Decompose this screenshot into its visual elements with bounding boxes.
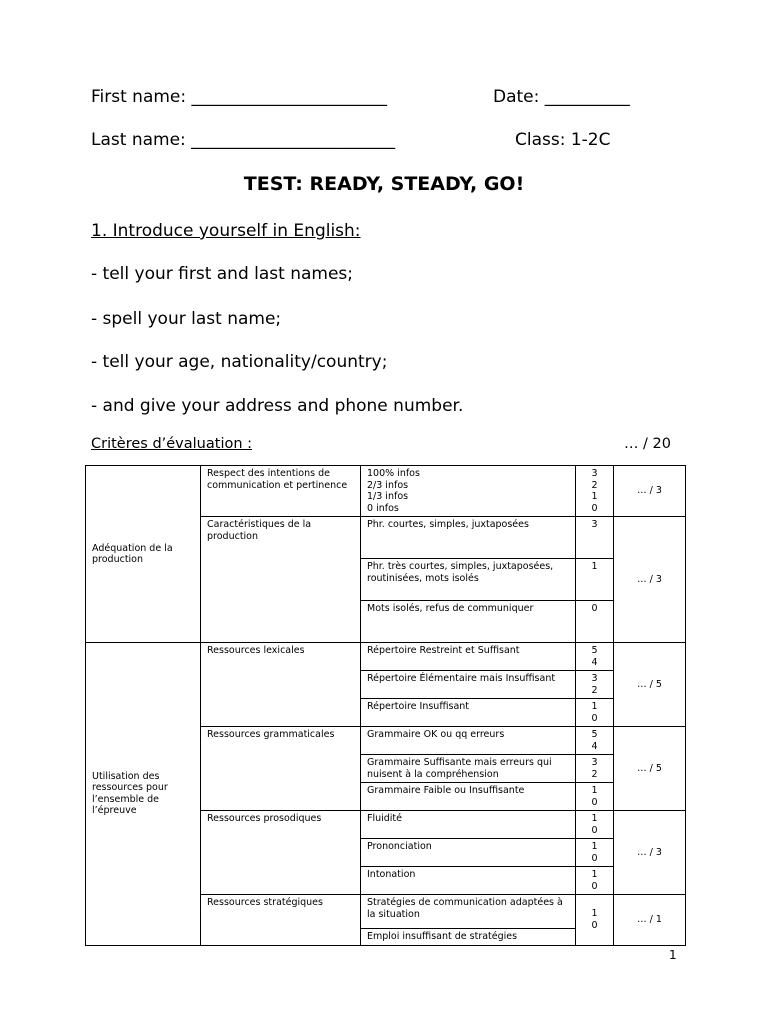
subtotal-cell: … / 3 [614, 517, 686, 643]
descriptor-cell: Grammaire Suffisante mais erreurs qui nuisent à la compréhension [361, 755, 576, 783]
descriptor-cell: Fluidité [361, 811, 576, 839]
descriptor-cell: Phr. courtes, simples, juxtaposées [361, 517, 576, 559]
instruction-item: - and give your address and phone number. [91, 396, 464, 416]
subtotal-cell: … / 3 [614, 466, 686, 517]
criteria-total: … / 20 [623, 436, 671, 452]
score-cell: 3 2 [576, 671, 614, 699]
subtotal-cell: … / 1 [614, 895, 686, 946]
instruction-item: - spell your last name; [91, 309, 282, 329]
descriptor-cell: Grammaire OK ou qq erreurs [361, 727, 576, 755]
score-cell: 1 [576, 559, 614, 601]
criteria-label: Critères d’évaluation : [91, 436, 253, 452]
subtotal-cell: … / 3 [614, 811, 686, 895]
criteria-row [91, 436, 671, 452]
test-title: TEST: READY, STEADY, GO! [243, 173, 525, 195]
subtotal-cell: … / 5 [614, 727, 686, 811]
subcategory-cell: Caractéristiques de la production [201, 517, 361, 643]
last-name-field: Last name: ________________________ [91, 130, 396, 150]
subcategory-cell: Respect des intentions de communication et pertinence [201, 466, 361, 517]
evaluation-grid [85, 465, 686, 946]
descriptor-cell: Stratégies de communication adaptées à la situation [361, 895, 576, 929]
instruction-item: - tell your first and last names; [91, 264, 354, 284]
section-heading: 1. Introduce yourself in English: [91, 221, 361, 241]
descriptor-cell: Intonation [361, 867, 576, 895]
score-cell: 1 0 [576, 895, 614, 946]
subcategory-cell: Ressources prosodiques [201, 811, 361, 895]
score-cell: 1 0 [576, 783, 614, 811]
descriptor-cell: 100% infos 2/3 infos 1/3 infos 0 infos [361, 466, 576, 517]
subtotal-cell: … / 5 [614, 643, 686, 727]
score-cell: 1 0 [576, 839, 614, 867]
date-field: Date: __________ [493, 87, 630, 107]
score-cell: 1 0 [576, 699, 614, 727]
descriptor-cell: Répertoire Restreint et Suffisant [361, 643, 576, 671]
first-name-field: First name: _______________________ [91, 87, 388, 107]
descriptor-cell: Répertoire Insuffisant [361, 699, 576, 727]
descriptor-cell: Répertoire Élémentaire mais Insuffisant [361, 671, 576, 699]
page-number: 1 [669, 948, 677, 962]
descriptor-cell: Grammaire Faible ou Insuffisante [361, 783, 576, 811]
score-cell: 1 0 [576, 811, 614, 839]
score-cell: 3 [576, 517, 614, 559]
descriptor-cell: Prononciation [361, 839, 576, 867]
descriptor-cell: Mots isolés, refus de communiquer [361, 601, 576, 643]
category-cell: Adéquation de la production [86, 466, 201, 643]
score-cell: 3 2 [576, 755, 614, 783]
instruction-item: - tell your age, nationality/country; [91, 352, 388, 372]
class-field: Class: 1-2C [515, 130, 611, 150]
subcategory-cell: Ressources lexicales [201, 643, 361, 727]
descriptor-cell: Emploi insuffisant de stratégies [361, 929, 576, 946]
category-cell: Utilisation des ressources pour l’ensemble de l’épreuve [86, 643, 201, 946]
score-cell: 0 [576, 601, 614, 643]
score-cell: 5 4 [576, 727, 614, 755]
subcategory-cell: Ressources stratégiques [201, 895, 361, 946]
descriptor-cell: Phr. très courtes, simples, juxtaposées, routinisées, mots isolés [361, 559, 576, 601]
score-cell: 1 0 [576, 867, 614, 895]
subcategory-cell: Ressources grammaticales [201, 727, 361, 811]
score-cell: 5 4 [576, 643, 614, 671]
score-cell: 3 2 1 0 [576, 466, 614, 517]
